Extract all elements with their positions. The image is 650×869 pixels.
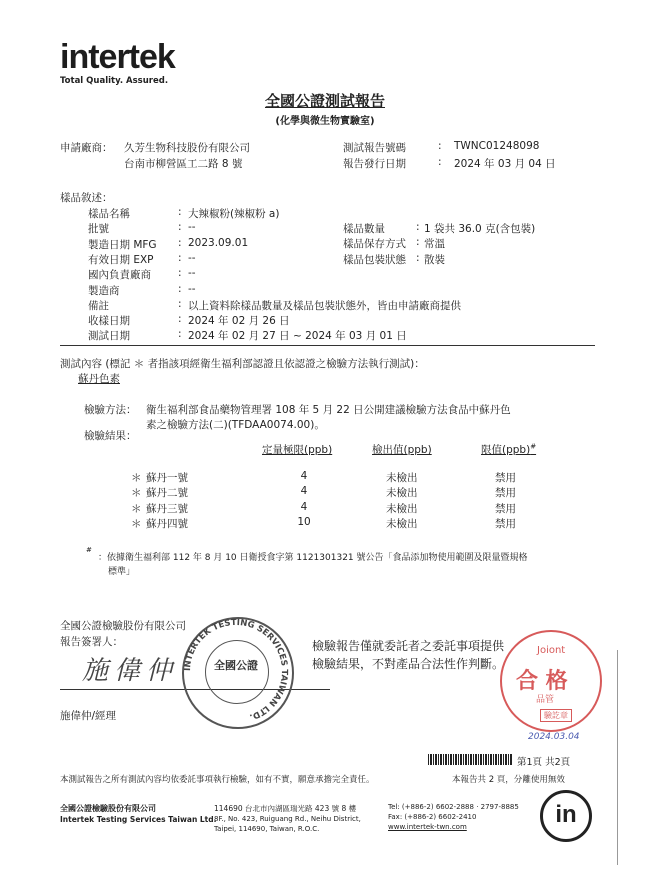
applicant-label: 申請廠商： <box>60 142 113 154</box>
seal-ring-text <box>178 613 294 729</box>
result-loq: 4 <box>300 500 308 513</box>
sample-field-label: 國內負責廠商 <box>88 269 151 282</box>
footer-web-link[interactable]: www.intertek-twn.com <box>388 823 467 831</box>
tagline: Total Quality. Assured. <box>60 76 169 86</box>
stamp-mid-text: 合 格 <box>516 669 568 694</box>
stamp-sub-text: 品管 <box>536 695 555 705</box>
footer-pages: 本報告共 2 頁，分離使用無效 <box>452 775 565 785</box>
footer-address-zh: 114690 台北市內湖區瑞光路 423 號 8 樓 <box>214 804 357 813</box>
result-mark: ＊ <box>131 472 142 484</box>
sample-field-label: 有效日期 EXP <box>88 253 154 266</box>
page-number: 第1頁 共2頁 <box>517 757 571 768</box>
sample-field-label: 製造日期 MFG <box>88 238 157 251</box>
colon: : <box>178 236 182 249</box>
footnote-mark: # <box>86 546 92 554</box>
sample-field-value: -- <box>188 251 196 264</box>
result-name: 蘇丹三號 <box>146 502 188 515</box>
sample-right-value: 常溫 <box>424 238 445 251</box>
sample-field-label: 收樣日期 <box>88 315 130 328</box>
sample-heading: 樣品敘述： <box>60 192 113 204</box>
sample-field-value: 大辣椒粉(辣椒粉 a) <box>188 208 280 220</box>
barcode <box>428 754 512 765</box>
colon: : <box>178 313 182 326</box>
colon: : <box>178 328 182 341</box>
result-limit: 禁用 <box>495 502 516 515</box>
sample-field-label: 備註 <box>88 299 109 312</box>
intertek-badge-icon: in <box>540 790 592 842</box>
result-name: 蘇丹四號 <box>146 517 188 530</box>
result-limit: 禁用 <box>495 472 516 484</box>
colon: : <box>416 221 420 233</box>
applicant-name: 久芳生物科技股份有限公司 <box>124 142 250 154</box>
stamp-date: 2024.03.04 <box>528 732 580 742</box>
stamp-box-text: 驗訖章 <box>540 709 572 722</box>
footer-address-en2: Taipei, 114690, Taiwan, R.O.C. <box>214 825 320 833</box>
sample-field-value: 2024 年 02 月 27 日 ~ 2024 年 03 月 01 日 <box>188 330 407 343</box>
result-limit: 禁用 <box>495 517 516 530</box>
sample-field-value: -- <box>188 282 196 295</box>
result-mark: ＊ <box>131 502 142 515</box>
signer-name: 施偉仲/經理 <box>60 710 117 722</box>
issue-date: 2024 年 03 月 04 日 <box>454 158 556 170</box>
disclaimer-line1: 檢驗報告僅就委託者之委託事項提供 <box>312 639 505 653</box>
col-loq: 定量極限(ppb) <box>262 444 333 456</box>
report-title: 全國公證測試報告 <box>264 92 385 110</box>
method-line1: 衛生福利部食品藥物管理署 108 年 5 月 22 日公開建議檢驗方法食品中蘇丹色 <box>146 404 511 416</box>
colon: : <box>178 282 182 295</box>
test-content-label: 測試內容 (標記 ＊ 者指該項經衛生福利部認證且依認證之檢驗方法執行測試)： <box>60 358 425 370</box>
colon: : <box>178 206 182 218</box>
svg-text:INTERTEK TESTING SERVICES TAIW: INTERTEK TESTING SERVICES TAIWAN LTD. <box>182 617 290 722</box>
report-subtitle: (化學與微生物實驗室) <box>275 116 375 127</box>
sample-field-label: 樣品名稱 <box>88 208 130 220</box>
colon: : <box>416 236 420 249</box>
signer-label: 報告簽署人： <box>60 636 123 648</box>
footer-company-zh: 全國公證檢驗股份有限公司 <box>60 804 156 813</box>
sample-right-label: 樣品包裝狀態 <box>343 253 406 266</box>
col-limit: 限值(ppb)# <box>481 442 537 456</box>
sample-field-label: 測試日期 <box>88 330 130 343</box>
method-line2: 素之檢驗方法(二)(TFDAA0074.00)。 <box>146 419 325 431</box>
colon: : <box>178 297 182 310</box>
sample-field-value: -- <box>188 267 196 280</box>
result-detected: 未檢出 <box>386 502 418 515</box>
applicant-address: 台南市柳營區工二路 8 號 <box>124 158 243 170</box>
colon: : <box>178 251 182 264</box>
sample-field-value: 2023.09.01 <box>188 236 249 249</box>
sample-field-value: -- <box>188 221 196 234</box>
sample-right-label: 樣品保存方式 <box>343 238 406 251</box>
result-limit: 禁用 <box>495 487 516 500</box>
issue-date-label: 報告發行日期 <box>343 158 406 170</box>
report-no: TWNC01248098 <box>454 140 540 152</box>
result-mark: ＊ <box>131 487 142 500</box>
stamp-top-text: Joiont <box>537 645 566 656</box>
footer-fax: Fax: (+886-2) 6602-2410 <box>388 813 477 821</box>
result-detected: 未檢出 <box>386 517 418 530</box>
footnote-line1: ：依據衛生福利部 112 年 8 月 10 日衛授食字第 1121301321 號公告「食品添加物使用範圍及限量暨規格 <box>98 553 528 563</box>
section-divider <box>60 345 595 346</box>
result-name: 蘇丹二號 <box>146 487 188 500</box>
result-loq: 4 <box>300 485 308 498</box>
seal-center-text: 全國公證 <box>214 659 258 672</box>
method-label: 檢驗方法： <box>84 404 137 416</box>
colon: : <box>416 251 420 264</box>
sign-company: 全國公證檢驗股份有限公司 <box>60 620 186 632</box>
footer-address-en1: 8F., No. 423, Ruiguang Rd., Neihu District, <box>214 815 361 823</box>
disclaimer-line2: 檢驗結果，不對產品合法性作判斷。 <box>312 657 505 671</box>
sample-field-label: 製造商 <box>88 284 120 297</box>
sample-field-label: 批號 <box>88 223 109 236</box>
result-detected: 未檢出 <box>386 487 418 500</box>
margin-line <box>617 650 618 865</box>
test-item: 蘇丹色素 <box>78 373 120 385</box>
col-detected: 檢出值(ppb) <box>372 444 432 456</box>
sample-right-label: 樣品數量 <box>343 223 385 235</box>
result-detected: 未檢出 <box>386 472 418 484</box>
sample-field-value: 2024 年 02 月 26 日 <box>188 315 290 328</box>
intertek-logo: intertek <box>60 38 175 76</box>
colon: : <box>438 156 442 168</box>
report-no-label: 測試報告號碼 <box>343 142 406 154</box>
colon: : <box>178 221 182 234</box>
sample-right-value: 1 袋共 36.0 克(含包裝) <box>424 223 536 235</box>
result-name: 蘇丹一號 <box>146 472 188 484</box>
result-loq: 10 <box>297 515 311 528</box>
colon: : <box>178 267 182 280</box>
footer-company-en: Intertek Testing Services Taiwan Ltd. <box>60 815 217 824</box>
sample-field-value: 以上資料除樣品數量及樣品包裝狀態外，皆由申請廠商提供 <box>188 299 461 312</box>
footer-disclaimer: 本測試報告之所有測試內容均依委託事項執行檢驗，如有不實，願意承擔完全責任。 <box>60 775 375 785</box>
results-label: 檢驗結果： <box>84 430 137 442</box>
result-mark: ＊ <box>131 517 142 530</box>
colon: : <box>438 140 442 152</box>
sample-right-value: 散裝 <box>424 253 445 266</box>
footer-tel: Tel: (+886-2) 6602-2888 · 2797-8885 <box>388 803 519 811</box>
handwritten-signature: 施偉仲 <box>82 656 179 686</box>
footnote-line2: 標準」 <box>108 567 136 577</box>
result-loq: 4 <box>300 470 308 482</box>
